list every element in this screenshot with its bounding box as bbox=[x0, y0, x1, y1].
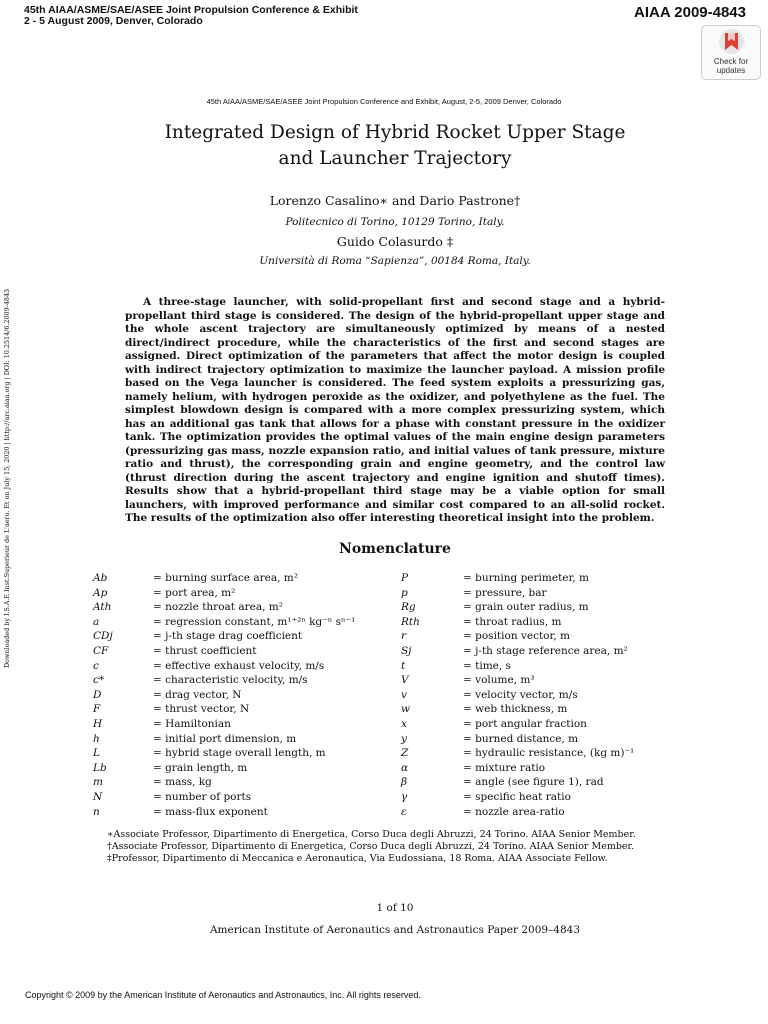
nomenclature-row bbox=[93, 630, 673, 645]
title-line2: and Launcher Trajectory bbox=[278, 148, 512, 169]
nomenclature-symbol: v bbox=[401, 688, 407, 701]
paper-title bbox=[80, 120, 710, 172]
conference-name: 45th AIAA/ASME/SAE/ASEE Joint Propulsion Conference & Exhibit bbox=[24, 4, 358, 16]
nomenclature-symbol: p bbox=[401, 586, 408, 599]
nomenclature-row bbox=[93, 674, 673, 689]
badge-label-line1: Check for bbox=[713, 57, 749, 66]
nomenclature-symbol: Ath bbox=[93, 601, 112, 614]
copyright-notice: Copyright © 2009 by the American Institute of Aeronautics and Astronautics, Inc. All rights reserved. bbox=[25, 990, 421, 1000]
nomenclature-symbol: a bbox=[93, 615, 100, 628]
nomenclature-definition: = web thickness, m bbox=[463, 703, 568, 716]
authors-line2: Guido Colasurdo ‡ bbox=[336, 234, 454, 249]
nomenclature-definition: = j-th stage reference area, m² bbox=[463, 644, 628, 657]
bookmark-icon bbox=[724, 32, 739, 51]
nomenclature-row bbox=[93, 703, 673, 718]
nomenclature-symbol: c* bbox=[93, 674, 105, 687]
nomenclature-definition: = burning surface area, m² bbox=[153, 572, 298, 584]
nomenclature-symbol: γ bbox=[401, 790, 408, 803]
footnote-casalino: ∗Associate Professor, Dipartimento di Energetica, Corso Duca degli Abruzzi, 24 Torino. AIAA Senior Member. bbox=[107, 829, 636, 840]
affiliation-roma: Università di Roma “Sapienza”, 00184 Roma, Italy. bbox=[259, 255, 531, 267]
nomenclature-symbol: Rg bbox=[401, 601, 416, 614]
nomenclature-definition: = port area, m² bbox=[153, 586, 236, 599]
download-sidebar: Downloaded by I.S.A.E Inst.Superieur de L'aero. Et on July 15, 2020 | http://arc.aiaa.org | DOI: 10.2514/6.2009-4843 bbox=[3, 288, 11, 668]
nomenclature-row bbox=[93, 762, 673, 777]
check-for-updates-badge[interactable] bbox=[701, 25, 761, 80]
nomenclature-row bbox=[93, 733, 673, 748]
nomenclature-definition: = mixture ratio bbox=[463, 761, 546, 774]
nomenclature-symbol: r bbox=[401, 630, 407, 643]
nomenclature-table bbox=[93, 572, 673, 820]
badge-label-line2: updates bbox=[716, 66, 746, 75]
nomenclature-symbol: Ab bbox=[93, 572, 108, 584]
page-number: 1 of 10 bbox=[376, 902, 414, 914]
nomenclature-definition: = port angular fraction bbox=[463, 717, 587, 730]
nomenclature-symbol: N bbox=[93, 790, 103, 803]
nomenclature-symbol: D bbox=[93, 688, 102, 701]
nomenclature-definition: = thrust coefficient bbox=[153, 644, 257, 657]
nomenclature-symbol: n bbox=[93, 805, 100, 818]
nomenclature-row bbox=[93, 718, 673, 733]
nomenclature-row bbox=[93, 776, 673, 791]
nomenclature-symbol: c bbox=[93, 659, 99, 672]
nomenclature-symbol: x bbox=[401, 717, 407, 730]
nomenclature-heading: Nomenclature bbox=[339, 541, 451, 557]
footnote-pastrone: †Associate Professor, Dipartimento di Energetica, Corso Duca degli Abruzzi, 24 Torino. AIAA Senior Member. bbox=[107, 841, 635, 852]
conference-header bbox=[24, 5, 358, 27]
footnote-colasurdo: ‡Professor, Dipartimento di Meccanica e Aeronautica, Via Eudossiana, 18 Roma. AIAA Associate Fellow. bbox=[107, 853, 608, 864]
abstract: A three-stage launcher, with solid-propellant first and second stage and a hybrid-propellant third stage is considered. The design of the hybrid-propellant upper stage and the whole ascent trajectory are simultaneously optimized by means of a nested direct/indirect procedure, while the characteristics of the first and second stages are assigned. Direct optimization of the parameters that affect the motor design is coupled with indirect trajectory optimization to maximize the launcher payload. A mission profile based on the Vega launcher is considered. The feed system exploits a pressurizing gas, namely helium, with hydrogen peroxide as the oxidizer, and polyethylene as the fuel. The simplest blowdown design is compared with a more complex pressurizing system, which has an additional gas tank that allows for a phase with constant pressure in the oxidizer tank. The optimization provides the optimal values of the main engine design parameters (pressurizing gas mass, nozzle expansion ratio, and initial values of tank pressure, mixture ratio and thrust), the corresponding grain and engine geometry, and the control law (thrust direction during the ascent trajectory and engine ignition and shutoff times). Results show that a hybrid-propellant third stage may be a viable option for small launchers, with improved performance and similar cost compared to an all-solid rocket. The results of the optimization also offer interesting theoretical insight into the problem. bbox=[125, 296, 665, 524]
nomenclature-definition: = time, s bbox=[463, 659, 511, 672]
title-line1: Integrated Design of Hybrid Rocket Upper Stage bbox=[164, 122, 626, 143]
nomenclature-row bbox=[93, 601, 673, 616]
nomenclature-row bbox=[93, 806, 673, 821]
authors-line1: Lorenzo Casalino∗ and Dario Pastrone† bbox=[269, 193, 521, 208]
nomenclature-symbol: α bbox=[401, 761, 409, 774]
paper-id: AIAA 2009-4843 bbox=[633, 4, 746, 21]
nomenclature-definition: = drag vector, N bbox=[153, 688, 242, 701]
nomenclature-definition: = number of ports bbox=[153, 790, 252, 803]
nomenclature-definition: = effective exhaust velocity, m/s bbox=[153, 659, 325, 672]
nomenclature-row bbox=[93, 645, 673, 660]
nomenclature-symbol: t bbox=[401, 659, 406, 672]
nomenclature-definition: = j-th stage drag coefficient bbox=[153, 630, 303, 643]
nomenclature-row bbox=[93, 587, 673, 602]
nomenclature-symbol: CF bbox=[93, 644, 109, 657]
affiliation-torino: Politecnico di Torino, 10129 Torino, Italy. bbox=[285, 216, 505, 228]
nomenclature-row bbox=[93, 616, 673, 631]
nomenclature-definition: = hydraulic resistance, (kg m)⁻¹ bbox=[463, 747, 635, 760]
nomenclature-row bbox=[93, 791, 673, 806]
nomenclature-row bbox=[93, 747, 673, 762]
nomenclature-definition: = mass-flux exponent bbox=[153, 805, 268, 818]
running-head: 45th AIAA/ASME/SAE/ASEE Joint Propulsion Conference and Exhibit, August, 2-5, 2009 Denver, Colorado bbox=[206, 97, 562, 106]
nomenclature-definition: = mass, kg bbox=[153, 776, 212, 789]
nomenclature-symbol: y bbox=[401, 732, 407, 745]
nomenclature-symbol: H bbox=[93, 717, 103, 730]
nomenclature-symbol: Lb bbox=[93, 761, 107, 774]
nomenclature-definition: = nozzle area-ratio bbox=[463, 805, 565, 818]
nomenclature-symbol: w bbox=[401, 703, 410, 716]
nomenclature-definition: = volume, m³ bbox=[463, 674, 535, 687]
nomenclature-definition: = burning perimeter, m bbox=[463, 572, 589, 584]
nomenclature-symbol: Ap bbox=[93, 586, 108, 599]
footnotes bbox=[107, 829, 636, 865]
nomenclature-symbol: h bbox=[93, 732, 100, 745]
nomenclature-definition: = initial port dimension, m bbox=[153, 732, 297, 745]
nomenclature-symbol: ε bbox=[401, 805, 407, 818]
nomenclature-symbol: L bbox=[93, 747, 100, 760]
nomenclature-symbol: Sj bbox=[401, 644, 412, 657]
nomenclature-definition: = velocity vector, m/s bbox=[463, 688, 578, 701]
nomenclature-symbol: P bbox=[401, 572, 409, 584]
nomenclature-symbol: Z bbox=[401, 747, 409, 760]
nomenclature-definition: = characteristic velocity, m/s bbox=[153, 674, 308, 687]
nomenclature-definition: = burned distance, m bbox=[463, 732, 579, 745]
nomenclature-symbol: Rth bbox=[401, 615, 420, 628]
nomenclature-symbol: β bbox=[401, 776, 408, 789]
nomenclature-definition: = nozzle throat area, m² bbox=[153, 601, 283, 614]
nomenclature-definition: = thrust vector, N bbox=[153, 703, 250, 716]
nomenclature-definition: = Hamiltonian bbox=[153, 717, 231, 730]
nomenclature-row bbox=[93, 689, 673, 704]
nomenclature-definition: = angle (see figure 1), rad bbox=[463, 776, 604, 789]
nomenclature-definition: = grain outer radius, m bbox=[463, 601, 589, 614]
nomenclature-symbol: m bbox=[93, 776, 103, 789]
nomenclature-row bbox=[93, 660, 673, 675]
nomenclature-symbol: CDj bbox=[93, 630, 113, 643]
nomenclature-symbol: V bbox=[401, 674, 409, 687]
nomenclature-row bbox=[93, 572, 673, 587]
nomenclature-symbol: F bbox=[93, 703, 101, 716]
nomenclature-definition: = position vector, m bbox=[463, 630, 570, 643]
footer-organization: American Institute of Aeronautics and Astronautics Paper 2009–4843 bbox=[209, 924, 581, 936]
conference-dates: 2 - 5 August 2009, Denver, Colorado bbox=[24, 15, 203, 27]
nomenclature-definition: = pressure, bar bbox=[463, 586, 547, 599]
nomenclature-definition: = regression constant, m¹⁺²ⁿ kg⁻ⁿ sⁿ⁻¹ bbox=[153, 615, 356, 628]
nomenclature-definition: = grain length, m bbox=[153, 761, 248, 774]
nomenclature-definition: = throat radius, m bbox=[463, 615, 562, 628]
nomenclature-definition: = hybrid stage overall length, m bbox=[153, 747, 326, 760]
nomenclature-definition: = specific heat ratio bbox=[463, 790, 571, 803]
